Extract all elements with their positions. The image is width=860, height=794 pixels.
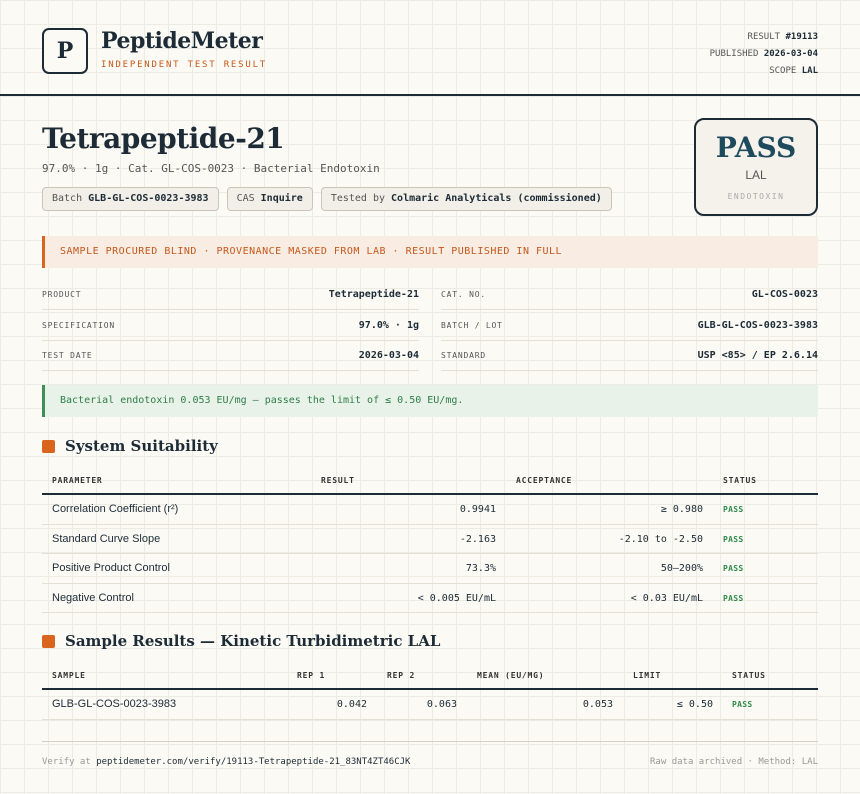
badge-method: LAL: [745, 168, 767, 182]
info-row-product: [42, 280, 419, 310]
batch-chip-value: GLB-GL-COS-0023-3983: [88, 193, 209, 204]
tested-by-value: Colmaric Analyticals (commissioned): [391, 193, 602, 204]
verify-line: [42, 757, 410, 767]
badge-category: ENDOTOXIN: [727, 192, 785, 201]
product-title: Tetrapeptide-21: [42, 122, 285, 155]
column-header: MEAN (EU/MG): [477, 671, 545, 680]
info-row-cat-no: [441, 280, 818, 310]
result-cell: 73.3%: [465, 563, 496, 574]
table-row: [42, 554, 818, 584]
column-header: REP 2: [387, 671, 416, 680]
info-value: GLB-GL-COS-0023-3983: [697, 320, 818, 331]
result-cell: < 0.005 EU/mL: [417, 592, 496, 604]
parameter-cell: Negative Control: [52, 591, 134, 604]
pass-badge: [694, 118, 818, 216]
column-header: REP 1: [297, 671, 326, 680]
product-chips: [42, 187, 612, 211]
info-label: STANDARD: [441, 351, 486, 360]
column-header: STATUS: [723, 476, 757, 485]
section-marker-icon: [42, 440, 55, 453]
parameter-cell: Correlation Coefficient (r²): [52, 503, 179, 515]
suitability-section-title: [42, 437, 218, 455]
batch-chip: [42, 187, 219, 211]
acceptance-cell: ≥ 0.980: [660, 504, 703, 515]
result-label: RESULT: [747, 32, 781, 42]
product-subtitle: 97.0% · 1g · Cat. GL-COS-0023 · Bacterial Endotoxin: [42, 162, 380, 175]
column-header: RESULT: [321, 476, 355, 485]
info-value: GL-COS-0023: [751, 289, 818, 300]
published-date: 2026-03-04: [763, 49, 818, 59]
report-header: [0, 0, 860, 96]
table-row: [42, 495, 818, 525]
info-row-standard: [441, 341, 818, 371]
info-label: CAT. NO.: [441, 290, 486, 299]
blind-notice: SAMPLE PROCURED BLIND · PROVENANCE MASKED FROM LAB · RESULT PUBLISHED IN FULL: [42, 236, 818, 268]
verify-link[interactable]: peptidemeter.com/verify/19113-Tetrapeptide-21_83NT4ZT46CJK: [96, 757, 411, 767]
status-badge: PASS: [723, 505, 744, 514]
table-row: [42, 690, 818, 720]
info-label: BATCH / LOT: [441, 321, 503, 330]
column-header: PARAMETER: [52, 476, 103, 485]
result-cell: 0.9941: [459, 504, 496, 515]
mean-cell: 0.053: [582, 699, 613, 710]
sample-cell: GLB-GL-COS-0023-3983: [52, 698, 177, 710]
column-header: ACCEPTANCE: [516, 476, 573, 485]
samples-table-header: [42, 661, 818, 690]
report-footer: [42, 741, 818, 781]
verdict-banner: Bacterial endotoxin 0.053 EU/mg — passes the limit of ≤ 0.50 EU/mg.: [42, 385, 818, 417]
table-row: [42, 584, 818, 614]
cas-chip-value: Inquire: [260, 193, 303, 204]
acceptance-cell: < 0.03 EU/mL: [630, 592, 703, 604]
status-badge: PASS: [723, 593, 744, 603]
verify-label: Verify at: [42, 757, 91, 767]
section-marker-icon: [42, 635, 55, 648]
samples-section-title: [42, 632, 440, 650]
info-label: PRODUCT: [42, 290, 82, 299]
info-row-test-date: [42, 341, 419, 371]
rep2-cell: 0.063: [426, 699, 457, 710]
info-label: TEST DATE: [42, 351, 93, 360]
result-cell: -2.163: [459, 533, 496, 545]
suitability-table: [42, 466, 818, 613]
batch-chip-label: Batch: [52, 193, 83, 204]
suitability-table-header: [42, 466, 818, 495]
info-label: SPECIFICATION: [42, 321, 116, 330]
logo-mark: P: [42, 28, 88, 74]
parameter-cell: Standard Curve Slope: [52, 532, 161, 545]
info-value: 2026-03-04: [358, 350, 419, 361]
tested-by-chip: [321, 187, 612, 211]
status-badge: PASS: [723, 564, 744, 573]
column-header: SAMPLE: [52, 671, 86, 680]
info-row-batch-lot: [441, 311, 818, 341]
status-badge: PASS: [732, 700, 753, 709]
rep1-cell: 0.042: [336, 699, 367, 710]
acceptance-cell: -2.10 to -2.50: [618, 533, 703, 545]
info-value: USP <85> / EP 2.6.14: [697, 350, 818, 361]
suitability-title: System Suitability: [65, 437, 218, 455]
status-badge: PASS: [723, 534, 744, 544]
column-header: STATUS: [732, 671, 766, 680]
acceptance-cell: 50–200%: [660, 563, 703, 574]
info-value: Tetrapeptide-21: [328, 289, 419, 300]
samples-title: Sample Results — Kinetic Turbidimetric LAL: [65, 632, 441, 650]
badge-verdict: PASS: [715, 131, 797, 164]
archive-note: Raw data archived · Method: LAL: [650, 757, 818, 767]
brand-tagline: INDEPENDENT TEST RESULT: [101, 60, 268, 70]
cas-chip-label: CAS: [236, 193, 255, 204]
table-row: [42, 525, 818, 555]
samples-table: [42, 661, 818, 720]
published-label: PUBLISHED: [709, 49, 759, 59]
parameter-cell: Positive Product Control: [52, 562, 170, 574]
cas-chip: [227, 187, 313, 211]
tested-by-label: Tested by: [330, 193, 385, 204]
scope-value: LAL: [801, 66, 818, 76]
column-header: LIMIT: [633, 671, 662, 680]
info-value: 97.0% · 1g: [358, 320, 419, 331]
result-number: #19113: [785, 32, 818, 42]
info-row-specification: [42, 311, 419, 341]
scope-label: SCOPE: [769, 66, 797, 76]
brand-name: PeptideMeter: [101, 28, 263, 54]
limit-cell: ≤ 0.50: [676, 699, 713, 710]
report-meta: [710, 29, 818, 80]
